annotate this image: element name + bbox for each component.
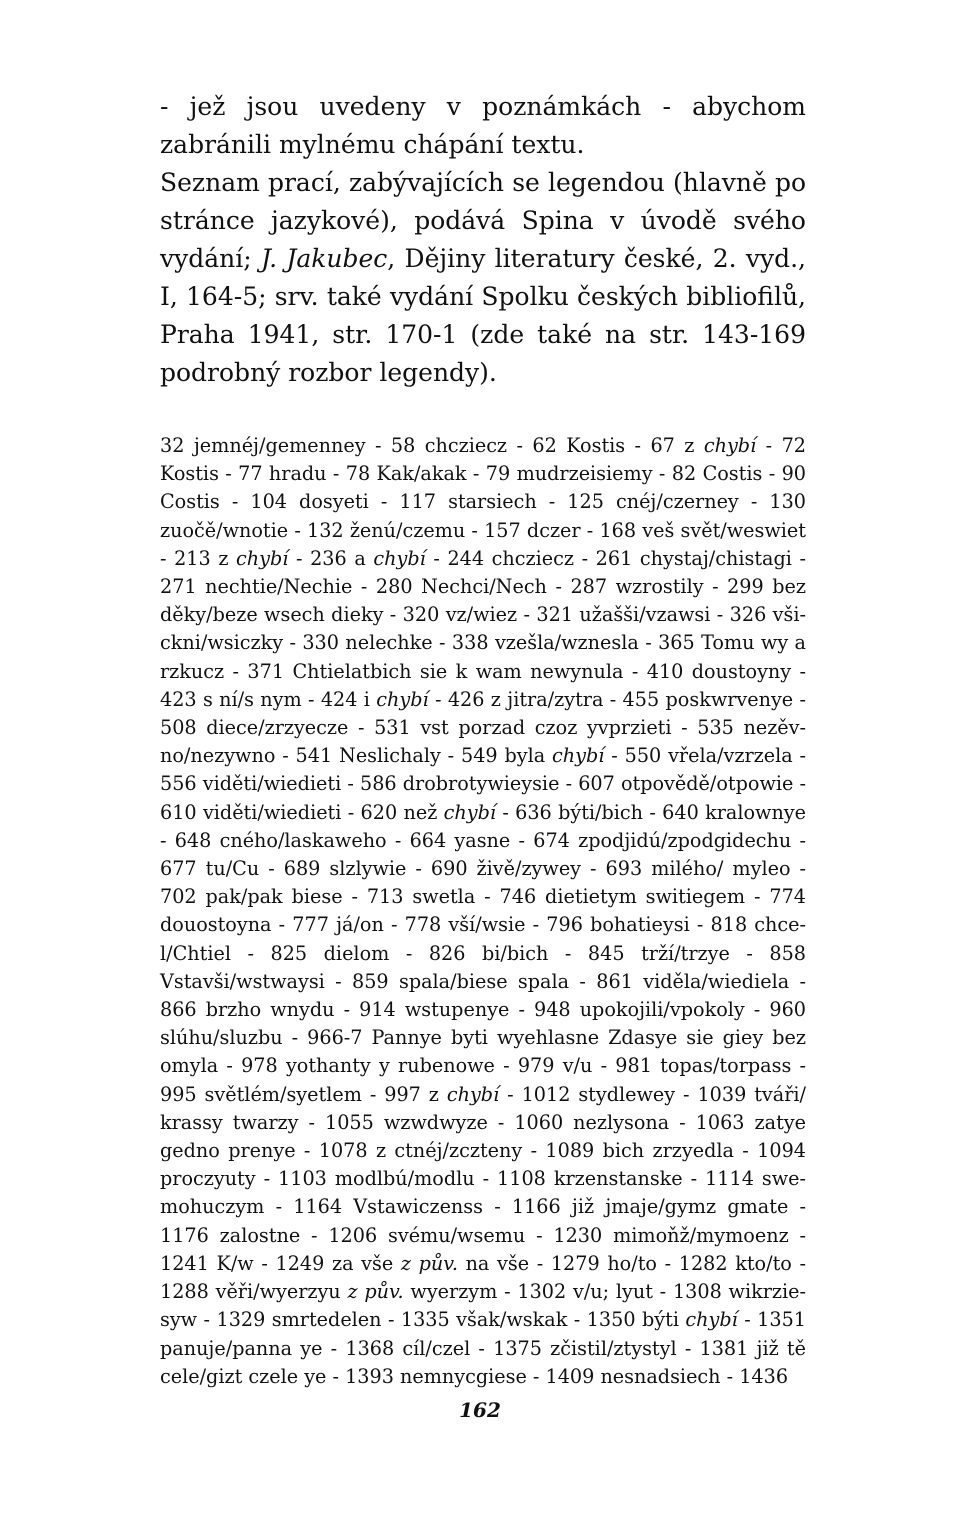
note-text-segment: - 1012 stydlewey - 1039 tváři/ krassy twarzy - 1055 wzwdwyze - 1060 nezlysona - 1063 zatye gedno prenye - 1078 z ctnéj/zczteny - 1089 bich zrzyedla - 1094 proczyuty - 1103 modlbú/modlu - 1108 krzenstanske - 1114 swemohuczym - 1164 Vstawiczenss - 1166 již jmaje/gymz gmate - 1176 zalostne - 1206 svému/wsemu - 1230 mimoňž/mymoenz - 1241 K/w - 1249 za vše: [160, 1082, 806, 1275]
note-text-segment: 32 jemnéj/gemenney - 58 chcziecz - 62 Kostis - 67 z: [160, 434, 704, 457]
note-text-segment: - 244 chcziecz - 261 chystaj/chistagi - 271 nechtie/Nechie - 280 Nechci/Nech - 287 wzrostily - 299 bez děky/beze wsech dieky - 320 vz/wiez - 321 užašši/vzawsi - 326 všickni/wsiczky - 330 nelechke - 338 vzešla/wznesla - 365 Tomu wy a rzkucz - 371 Chtielatbich sie k wam newynula - 410 doustoyny - 423 s ní/s nym - 424 i: [160, 546, 806, 711]
variant-notes-paragraph: [160, 432, 806, 1391]
note-italic-marker: chybí: [703, 434, 757, 457]
note-text-segment: na vše - 1279 ho/to - 1282 kto/to - 1288 věři/wyerzyu: [160, 1251, 806, 1304]
note-text-segment: - 636 býti/bich - 640 kralownye - 648 cného/laskaweho - 664 yasne - 674 zpodjidú/zpodgidechu - 677 tu/Cu - 689 slzlywie - 690 živě/zywey - 693 milého/ myleo - 702 pak/pak biese - 713 swetla - 746 dietietym switiegem - 774 douostoyna - 777 já/on - 778 vší/wsie - 796 bohatieysi - 818 chce-l/Chtiel - 825 dielom - 826 bi/bich - 845 trží/trzye - 858 Vstavši/wstwaysi - 859 spala/biese spala - 861 viděla/wiediela - 866 brzho wnydu - 914 wstupenye - 948 upokojili/vpokoly - 960 slúhu/sluzbu - 966-7 Pannye byti wyehlasne Zdasye sie giey bez omyla - 978 yothanty y rubenowe - 979 v/u - 981 topas/torpass - 995 světlém/syetlem - 997 z: [160, 800, 806, 1106]
author-name: J. Jakubec: [260, 244, 388, 273]
note-text-segment: - 426 z jitra/zytra - 455 poskwrvenye - 508 diece/zrzyecze - 531 vst porzad czoz yvprzieti - 535 nezěvno/nezywno - 541 Neslichaly - 549 byla: [160, 687, 806, 768]
intro-paragraph-2-text-b: , Dějiny literatury české, 2. vyd., I, 164-5; srv. také vydání Spolku českých bibliofilů, Praha 1941, str. 170-1 (zde také na str. 143-169 podrobný rozbor legendy).: [160, 244, 806, 387]
note-text-segment: - 236 a: [288, 546, 374, 570]
note-text-segment: wyerzym - 1302 v/u; lyut - 1308 wikrziesyw - 1329 smrtedelen - 1335 však/wskak - 1350 býti: [160, 1280, 806, 1332]
note-italic-marker: chybí: [376, 687, 429, 711]
intro-section: [160, 88, 806, 392]
variant-notes: [160, 432, 806, 1391]
note-italic-marker: chybí: [373, 546, 426, 570]
note-text-segment: - 72 Kostis - 77 hradu - 78 Kak/akak - 79 mudrzeisiemy - 82 Costis - 90 Costis - 104 dosyeti - 117 starsiech - 125 cnéj/czerney - 130 zuočě/wnotie - 132 ženú/czemu - 157 dczer - 168 veš svět/weswiet - 213 z: [160, 434, 806, 570]
intro-paragraph-2: [160, 164, 806, 392]
note-italic-marker: z pův.: [347, 1280, 404, 1304]
note-italic-marker: chybí: [685, 1308, 738, 1332]
note-italic-marker: chybí: [552, 744, 605, 768]
note-italic-marker: z pův.: [400, 1251, 458, 1275]
intro-paragraph-1: - jež jsou uvedeny v poznámkách - abychom zabránili mylnému chápání textu.: [160, 92, 806, 159]
note-italic-marker: chybí: [446, 1082, 500, 1106]
page-body: [160, 88, 806, 1391]
note-text-segment: - 550 vřela/vzrzela - 556 viděti/wiedieti - 586 drobrotywieysie - 607 otpovědě/otpowie - 610 viděti/wiedieti - 620 než: [160, 744, 806, 824]
note-italic-marker: chybí: [236, 546, 289, 570]
note-italic-marker: chybí: [443, 800, 496, 824]
intro-paragraph-2-text-a: Seznam prací, zabývajících se legendou (hlavně po stránce jazykové), podává Spina v úvodě svého vydání;: [160, 168, 806, 273]
page-number: 162: [459, 1398, 501, 1422]
note-text-segment: - 1351 panuje/panna ye - 1368 cíl/czel - 1375 zčistil/ztystyl - 1381 již tě cele/gizt czele ye - 1393 nemnycgiese - 1409 nesnadsiech - 1436: [160, 1308, 806, 1388]
